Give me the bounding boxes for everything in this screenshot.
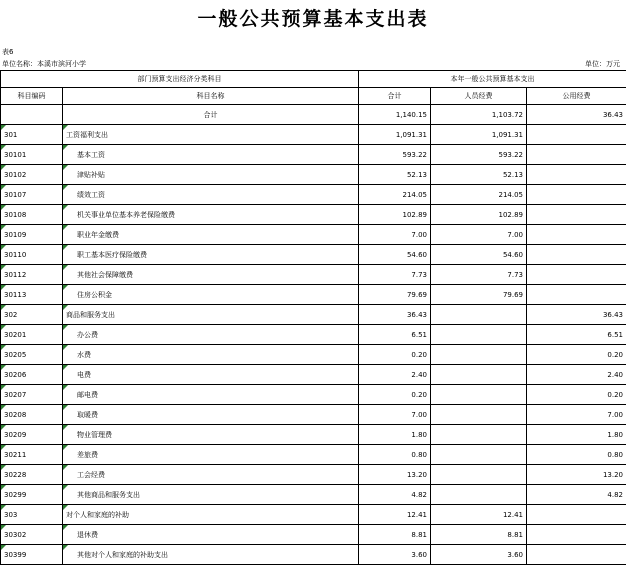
row-total: 7.00: [359, 405, 431, 425]
row-public: [527, 505, 626, 525]
row-personnel: [431, 445, 527, 465]
table-row: [1, 325, 626, 345]
row-total: 36.43: [359, 305, 431, 325]
table-row: [1, 285, 626, 305]
row-total: 13.20: [359, 465, 431, 485]
row-total: 7.00: [359, 225, 431, 245]
row-name: 工会经费: [63, 465, 359, 485]
table-row: [1, 125, 626, 145]
table-row: [1, 385, 626, 405]
row-code: 30207: [1, 385, 63, 405]
row-personnel: [431, 465, 527, 485]
table-row: [1, 205, 626, 225]
row-name: 职业年金缴费: [63, 225, 359, 245]
row-personnel: 7.00: [431, 225, 527, 245]
table-row: [1, 225, 626, 245]
row-code: 30208: [1, 405, 63, 425]
row-total: 8.81: [359, 525, 431, 545]
row-public: 0.20: [527, 345, 626, 365]
table-row: [1, 305, 626, 325]
row-name: 办公费: [63, 325, 359, 345]
row-personnel: [431, 425, 527, 445]
header-public: 公用经费: [527, 88, 626, 105]
row-code: 30113: [1, 285, 63, 305]
row-name: 住房公积金: [63, 285, 359, 305]
row-public: [527, 205, 626, 225]
row-total: 593.22: [359, 145, 431, 165]
row-code: 30102: [1, 165, 63, 185]
row-personnel: 12.41: [431, 505, 527, 525]
row-public: [527, 285, 626, 305]
table-row: [1, 405, 626, 425]
row-personnel: [431, 365, 527, 385]
row-name: 机关事业单位基本养老保险缴费: [63, 205, 359, 225]
row-public: 7.00: [527, 405, 626, 425]
row-personnel: 3.60: [431, 545, 527, 565]
row-personnel: 7.73: [431, 265, 527, 285]
row-code: 30399: [1, 545, 63, 565]
row-public: [527, 145, 626, 165]
header-personnel: 人员经费: [431, 88, 527, 105]
table-row: [1, 265, 626, 285]
header-name: 科目名称: [63, 88, 359, 105]
row-total: 0.20: [359, 385, 431, 405]
table-row: [1, 505, 626, 525]
row-personnel: 1,091.31: [431, 125, 527, 145]
row-name: 对个人和家庭的补助: [63, 505, 359, 525]
table-number: 表6: [2, 48, 14, 56]
row-personnel: [431, 385, 527, 405]
row-personnel: [431, 325, 527, 345]
row-name: 差旅费: [63, 445, 359, 465]
table-row: [1, 465, 626, 485]
page-title: 一般公共预算基本支出表: [197, 8, 429, 30]
row-total: 0.80: [359, 445, 431, 465]
row-code: 30107: [1, 185, 63, 205]
row-personnel: 8.81: [431, 525, 527, 545]
row-total: 4.82: [359, 485, 431, 505]
row-personnel: [431, 405, 527, 425]
table-row: [1, 145, 626, 165]
row-public: 13.20: [527, 465, 626, 485]
row-code: 30201: [1, 325, 63, 345]
row-personnel: 593.22: [431, 145, 527, 165]
row-personnel: [431, 485, 527, 505]
row-public: [527, 545, 626, 565]
row-code: 301: [1, 125, 63, 145]
row-personnel: 214.05: [431, 185, 527, 205]
row-name: 取暖费: [63, 405, 359, 425]
row-total: 52.13: [359, 165, 431, 185]
total-personnel: 1,103.72: [431, 105, 527, 125]
row-code: 30302: [1, 525, 63, 545]
row-total: 214.05: [359, 185, 431, 205]
row-personnel: 54.60: [431, 245, 527, 265]
total-label: 合计: [63, 105, 359, 125]
row-name: 绩效工资: [63, 185, 359, 205]
total-public: 36.43: [527, 105, 626, 125]
row-public: [527, 525, 626, 545]
row-name: 退休费: [63, 525, 359, 545]
unit-name: 单位名称：本溪市滨河小学: [2, 60, 86, 68]
row-public: [527, 265, 626, 285]
row-name: 水费: [63, 345, 359, 365]
row-name: 工资福利支出: [63, 125, 359, 145]
table-row: [1, 545, 626, 565]
row-total: 6.51: [359, 325, 431, 345]
row-total: 54.60: [359, 245, 431, 265]
row-total: 1.80: [359, 425, 431, 445]
row-total: 3.60: [359, 545, 431, 565]
total-code-cell: [1, 105, 63, 125]
header-group-basic-expense: 本年一般公共预算基本支出: [359, 71, 626, 88]
row-public: [527, 185, 626, 205]
row-total: 2.40: [359, 365, 431, 385]
total-row: [1, 105, 626, 125]
row-personnel: 79.69: [431, 285, 527, 305]
row-name: 物业管理费: [63, 425, 359, 445]
row-code: 30112: [1, 265, 63, 285]
row-total: 7.73: [359, 265, 431, 285]
table-row: [1, 245, 626, 265]
row-code: 30108: [1, 205, 63, 225]
row-public: [527, 165, 626, 185]
table-row: [1, 165, 626, 185]
row-total: 102.89: [359, 205, 431, 225]
row-code: 30205: [1, 345, 63, 365]
row-personnel: [431, 345, 527, 365]
row-code: 30101: [1, 145, 63, 165]
row-public: 4.82: [527, 485, 626, 505]
row-public: 6.51: [527, 325, 626, 345]
row-code: 303: [1, 505, 63, 525]
row-code: 30206: [1, 365, 63, 385]
row-name: 其他商品和服务支出: [63, 485, 359, 505]
row-code: 30110: [1, 245, 63, 265]
row-personnel: [431, 305, 527, 325]
row-public: 2.40: [527, 365, 626, 385]
row-total: 79.69: [359, 285, 431, 305]
row-total: 12.41: [359, 505, 431, 525]
row-public: [527, 225, 626, 245]
row-total: 0.20: [359, 345, 431, 365]
row-code: 30228: [1, 465, 63, 485]
row-name: 其他社会保障缴费: [63, 265, 359, 285]
row-name: 邮电费: [63, 385, 359, 405]
header-total: 合计: [359, 88, 431, 105]
row-code: 30211: [1, 445, 63, 465]
table-row: [1, 365, 626, 385]
row-code: 30109: [1, 225, 63, 245]
header-group-economic-class: 部门预算支出经济分类科目: [1, 71, 359, 88]
row-name: 其他对个人和家庭的补助支出: [63, 545, 359, 565]
table-row: [1, 445, 626, 465]
row-public: 1.80: [527, 425, 626, 445]
row-public: [527, 245, 626, 265]
total-total: 1,140.15: [359, 105, 431, 125]
table-row: [1, 525, 626, 545]
row-name: 电费: [63, 365, 359, 385]
row-public: [527, 125, 626, 145]
row-public: 36.43: [527, 305, 626, 325]
table-row: [1, 485, 626, 505]
row-code: 30299: [1, 485, 63, 505]
row-personnel: 52.13: [431, 165, 527, 185]
row-name: 基本工资: [63, 145, 359, 165]
row-code: 302: [1, 305, 63, 325]
row-code: 30209: [1, 425, 63, 445]
row-public: 0.80: [527, 445, 626, 465]
table-row: [1, 425, 626, 445]
budget-table: [0, 70, 626, 565]
row-name: 津贴补贴: [63, 165, 359, 185]
row-total: 1,091.31: [359, 125, 431, 145]
row-public: 0.20: [527, 385, 626, 405]
row-name: 商品和服务支出: [63, 305, 359, 325]
row-personnel: 102.89: [431, 205, 527, 225]
table-row: [1, 185, 626, 205]
currency-unit: 单位：万元: [585, 60, 620, 68]
header-code: 科目编码: [1, 88, 63, 105]
row-name: 职工基本医疗保险缴费: [63, 245, 359, 265]
table-row: [1, 345, 626, 365]
